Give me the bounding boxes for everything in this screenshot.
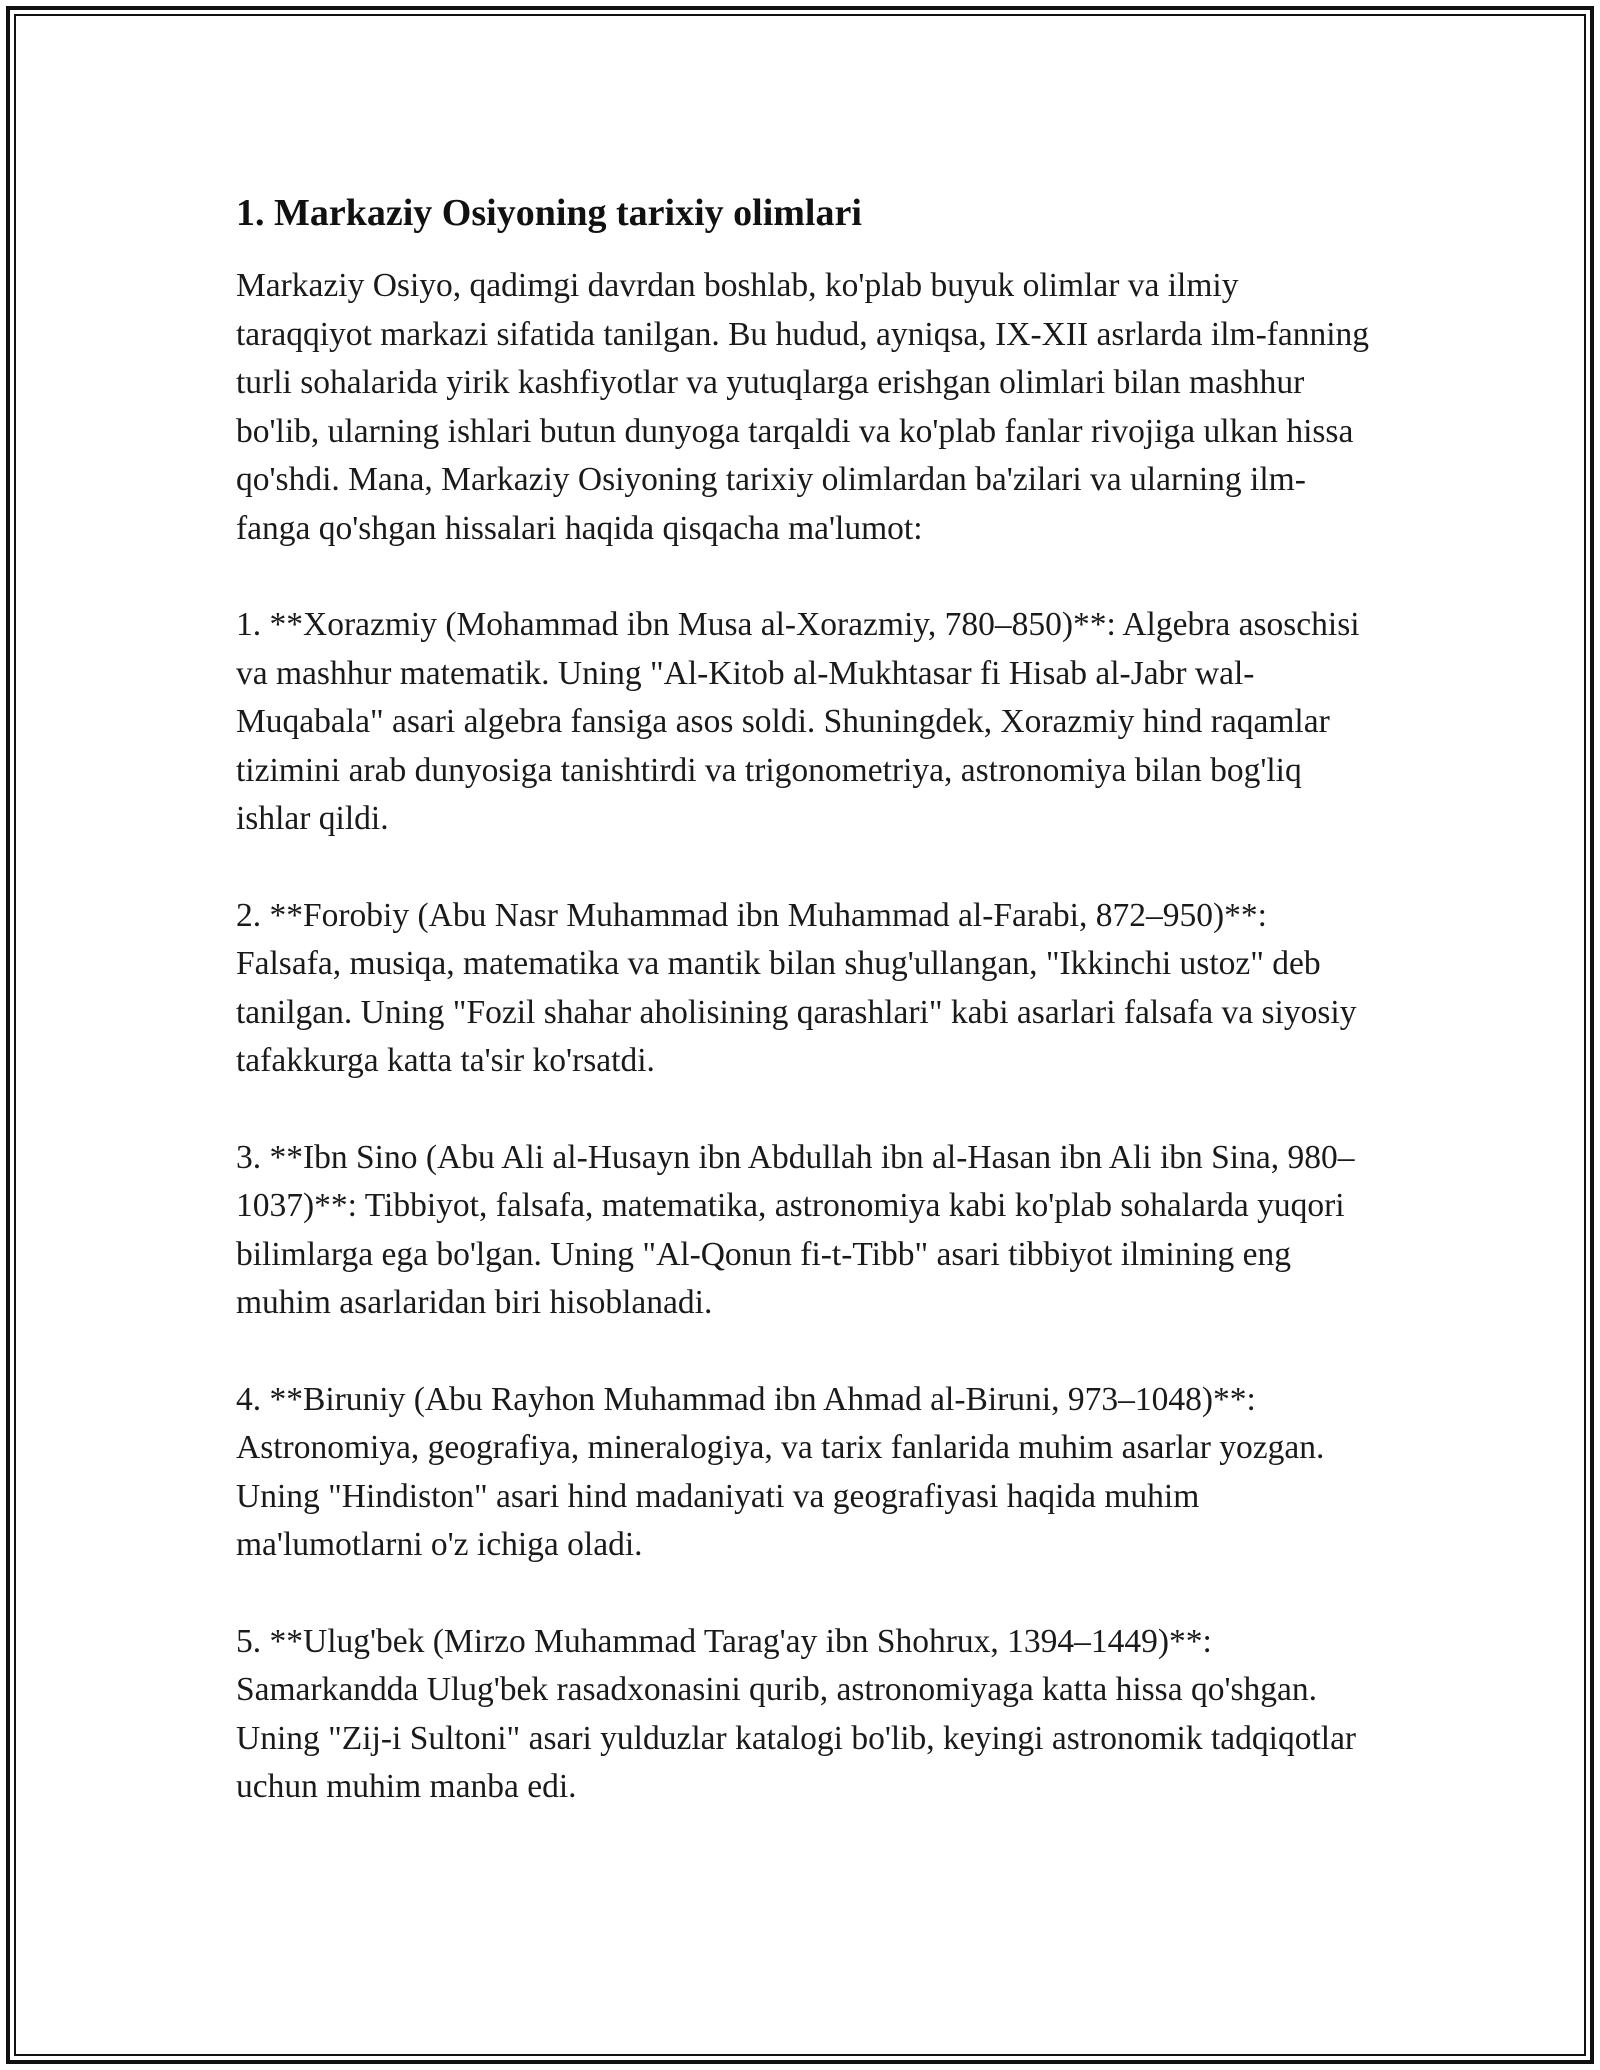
scholar-item-xorazmiy: 1. **Xorazmiy (Mohammad ibn Musa al-Xorazmiy, 780–850)**: Algebra asoschisi va mashhur matematik. Uning "Al-Kitob al-Mukhtasar fi Hisab al-Jabr wal-Muqabala" asari algebra fansiga asos soldi. Shuningdek, Xorazmiy hind raqamlar tizimini arab dunyosiga tanishtirdi va trigonometriya, astronomiya bilan bog'liq ishlar qildi.	[236, 606, 1360, 837]
document-body	[236, 186, 1372, 1860]
scholar-item-forobiy: 2. **Forobiy (Abu Nasr Muhammad ibn Muhammad al-Farabi, 872–950)**: Falsafa, musiqa, matematika va mantik bilan shug'ullangan, "Ikkinchi ustoz" deb tanilgan. Uning "Fozil shahar aholisining qarashlari" kabi asarlari falsafa va siyosiy tafakkurga katta ta'sir ko'rsatdi.	[236, 896, 1357, 1079]
scholar-item-ulugbek: 5. **Ulug'bek (Mirzo Muhammad Tarag'ay ibn Shohrux, 1394–1449)**: Samarkandda Ulug'bek rasadxonasini qurib, astronomiyaga katta hissa qo'shgan. Uning "Zij-i Sultoni" asari yulduzlar katalogi bo'lib, keyingi astronomik tadqiqotlar uchun muhim manba edi.	[236, 1622, 1357, 1805]
intro-paragraph: Markaziy Osiyo, qadimgi davrdan boshlab, ko'plab buyuk olimlar va ilmiy taraqqiyot markazi sifatida tanilgan. Bu hudud, ayniqsa, IX-XII asrlarda ilm-fanning turli sohalarida yirik kashfiyotlar va yutuqlarga erishgan olimlari bilan mashhur bo'lib, ularning ishlari butun dunyoga tarqaldi va ko'plab fanlar rivojiga ulkan hissa qo'shdi. Mana, Markaziy Osiyoning tarixiy olimlardan ba'zilari va ularning ilm-fanga qo'shgan hissalari haqida qisqacha ma'lumot:	[236, 267, 1370, 547]
scholar-item-biruniy: 4. **Biruniy (Abu Rayhon Muhammad ibn Ahmad al-Biruni, 973–1048)**: Astronomiya, geografiya, mineralogiya, va tarix fanlarida muhim asarlar yozgan. Uning "Hindiston" asari hind madaniyati va geografiyasi haqida muhim ma'lumotlarni o'z ichiga oladi.	[236, 1380, 1325, 1563]
document-title: 1. Markaziy Osiyoning tarixiy olimlari	[236, 192, 862, 234]
scholar-item-ibn-sino: 3. **Ibn Sino (Abu Ali al-Husayn ibn Abdullah ibn al-Hasan ibn Ali ibn Sina, 980–1037)**: Tibbiyot, falsafa, matematika, astronomiya kabi ko'plab sohalarda yuqori bilimlarga ega bo'lgan. Uning "Al-Qonun fi-t-Tibb" asari tibbiyot ilmining eng muhim asarlaridan biri hisoblanadi.	[236, 1138, 1355, 1321]
